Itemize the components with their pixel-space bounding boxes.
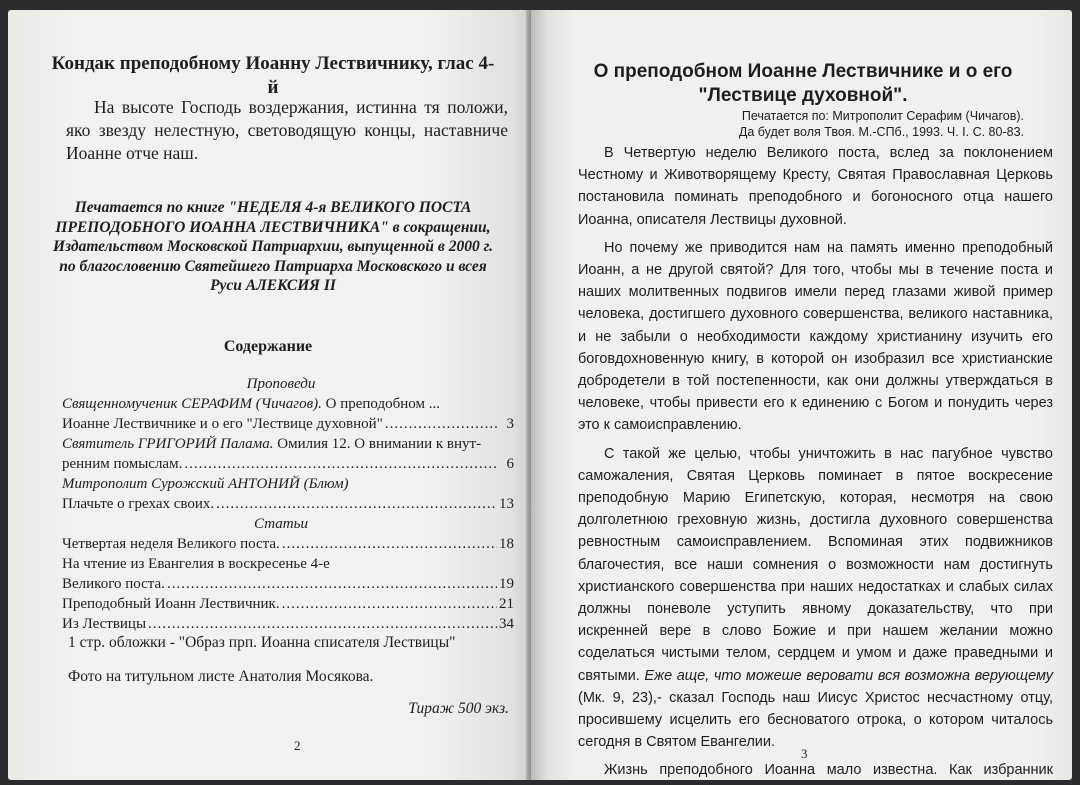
toc-title: Преподобный Иоанн Лествичник. <box>62 596 280 612</box>
publication-note <box>604 108 1024 140</box>
kondak-title: Кондак преподобному Иоанну Лествичнику, глас 4-й <box>51 53 495 98</box>
toc-author: Митрополит Сурожский АНТОНИЙ (Блюм) <box>62 476 349 492</box>
essay-title: О преподобном Иоанне Лествичнике и о его "Лествице духовной". <box>593 61 1013 106</box>
toc-title: Великого поста. <box>62 576 165 592</box>
toc-title: ренним помыслам. <box>62 456 183 472</box>
toc-page: 19 <box>499 576 514 592</box>
toc-title: На чтение из Евангелия в воскресенье 4-е <box>62 556 330 572</box>
toc-entry-6[interactable] <box>62 594 514 614</box>
toc-page: 3 <box>506 416 514 432</box>
toc-page: 18 <box>499 536 514 552</box>
page-number-left: 2 <box>294 738 301 753</box>
page-number-right: 3 <box>801 746 808 761</box>
cover-note: 1 стр. обложки - "Образ прп. Иоанна списателя Лествицы" <box>68 634 456 651</box>
toc-title: Плачьте о грехах своих. <box>62 496 215 512</box>
contents-title: Содержание <box>223 338 313 355</box>
toc-page: 21 <box>499 596 514 612</box>
toc-title: Четвертая неделя Великого поста. <box>62 536 280 552</box>
toc-author: Священномученик СЕРАФИМ (Чичагов). <box>62 396 322 412</box>
table-of-contents <box>62 374 514 634</box>
toc-entry-3[interactable] <box>62 494 514 514</box>
toc-entry-1[interactable] <box>62 394 514 414</box>
section-heading-articles: Статьи <box>254 516 308 532</box>
paragraph-3-text: С такой же целью, чтобы уничтожить в нас пагубное чувство саможаления, Святая Церковь поминает в пятое воскресение преподобную Марию Египетскую, которая, несмотря на свою долголетнюю греховную жизнь, достигла духовного совершенства ревностным самоисправлением. Вспоминая этих подвижников благочестия, все наши сомнения о возможности нам достигнуть христианского совершенства при наших недостатках и слабых силах должны поневоле уступить явному доказательству, что при искренней вере в слово Божие и при нашем желании можно соделаться чистыми телом, сердцем и умом и даже праведными и святыми. <box>578 445 1053 684</box>
toc-title: О преподобном ... <box>325 396 440 412</box>
toc-entry-2-cont[interactable] <box>62 454 514 474</box>
paragraph-2: Но почему же приводится нам на память именно преподобный Иоанн, а не другой святой? Для того, чтобы мы в течение поста и наших молитвенных подвигов имели перед глазами живой пример человека, достигшего духовного совершенства, великого наставника, и не забыли о необходимости каждому христианину изучить его боговдохновенную книгу, в которой он изобразил все христианские добродетели в той постепенности, как они должны утверждаться в человеке, чтобы привести его к единению с Богом и понудить через это к самоисправлению. <box>578 239 1053 434</box>
kondak-text: На высоте Господь воздержания, истинна тя положи, яко звезду нелестную, световодящую концы, наставниче Иоанне отче наш. <box>66 97 508 163</box>
essay-body <box>578 142 1053 780</box>
photo-note: Фото на титульном листе Анатолия Мосякова. <box>68 668 374 685</box>
section-heading-sermons: Проповеди <box>246 376 316 392</box>
toc-author: Святитель ГРИГОРИЙ Палама. <box>62 436 274 452</box>
scripture-quote: Еже аще, что можеше веровати вся возможна верующему <box>644 667 1054 684</box>
right-page <box>531 10 1072 780</box>
toc-entry-5[interactable] <box>62 554 514 574</box>
toc-entry-1-cont[interactable] <box>62 414 514 434</box>
toc-title: Иоанне Лествичнике и о его "Лествице духовной" <box>62 416 383 432</box>
print-run: Тираж 500 экз. <box>408 700 509 717</box>
toc-entry-4[interactable] <box>62 534 514 554</box>
left-page <box>8 10 531 780</box>
toc-page: 34 <box>499 616 514 632</box>
paragraph-3-text-cont: (Мк. 9, 23),- сказал Господь наш Иисус Христос несчастному отцу, просившему исцелить его бесноватого отрока, о котором читалось сегодня в Святом Евангелии. <box>578 689 1053 751</box>
toc-page: 13 <box>499 496 514 512</box>
toc-entry-3-author <box>62 474 514 494</box>
paragraph-4: Жизнь преподобного Иоанна мало известна. Как избранник <box>604 762 1053 779</box>
toc-title: Из Лествицы <box>62 616 147 632</box>
publication-note-line-2: Да будет воля Твоя. М.-СПб., 1993. Ч. I. С. 80-83. <box>738 125 1024 139</box>
toc-entry-7[interactable] <box>62 614 514 634</box>
publication-note-line-1: Печатается по: Митрополит Серафим (Чичагов). <box>741 109 1024 123</box>
source-note: Печатается по книге "НЕДЕЛЯ 4-я ВЕЛИКОГО ПОСТА ПРЕПОДОБНОГО ИОАННА ЛЕСТВИЧНИКА" в сокращении, Издательством Московской Патриархии, выпущенной в 2000 г. по благословению Святейшего Патриарха Московского и всея Руси АЛЕКСИЯ II <box>52 199 493 294</box>
toc-entry-2[interactable] <box>62 434 514 454</box>
toc-title: Омилия 12. О внимании к внут- <box>277 436 482 452</box>
paragraph-3 <box>578 443 1053 754</box>
paragraph-1: В Четвертую неделю Великого поста, вслед за поклонением Честному и Животворящему Кресту, Святая Православная Церковь постановила поминать преподобного и богоносного отца нашего Иоанна, описателя Лествицы духовной. <box>578 145 1053 228</box>
toc-page: 6 <box>506 456 514 472</box>
toc-entry-5-cont[interactable] <box>62 574 514 594</box>
